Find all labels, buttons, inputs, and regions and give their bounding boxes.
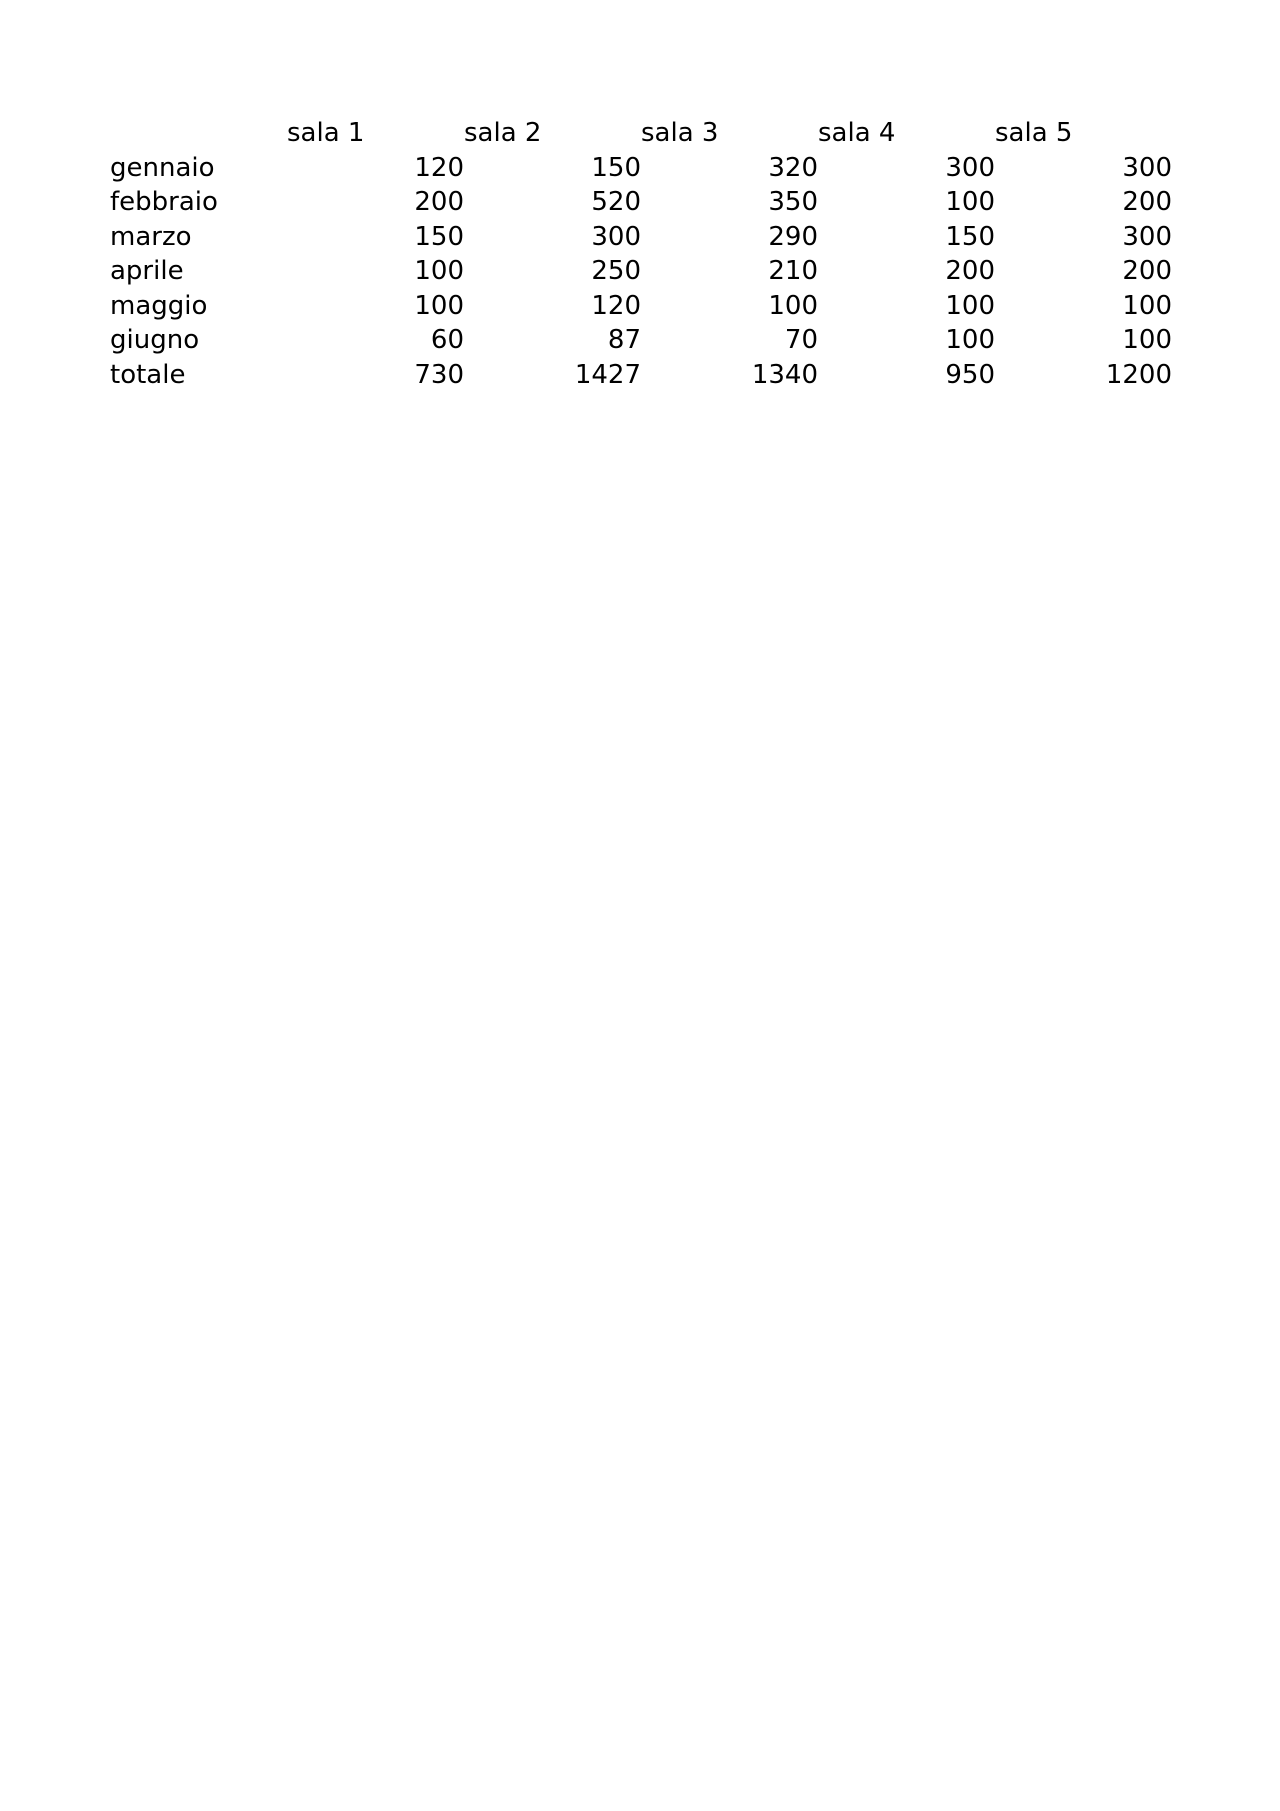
row-label: marzo — [110, 221, 192, 252]
header-cell-sala-4: sala 4 — [818, 118, 896, 149]
table-cell: 300 — [1122, 152, 1172, 183]
table-cell: 150 — [414, 221, 464, 252]
header-cell-sala-3: sala 3 — [641, 118, 719, 149]
table-cell: 100 — [414, 290, 464, 321]
table-cell: 300 — [1122, 221, 1172, 252]
table-row — [110, 151, 1172, 186]
row-label: maggio — [110, 290, 208, 321]
table-cell: 100 — [945, 290, 995, 321]
table-cell: 100 — [768, 290, 818, 321]
table-cell: 200 — [1122, 256, 1172, 287]
totals-row — [110, 358, 1172, 393]
table-row — [110, 289, 1172, 324]
total-cell: 1427 — [574, 359, 641, 390]
table-cell: 60 — [430, 325, 464, 356]
table-cell: 200 — [945, 256, 995, 287]
table-cell: 100 — [945, 325, 995, 356]
table-cell: 320 — [768, 152, 818, 183]
table-cell: 350 — [768, 187, 818, 218]
table-cell: 87 — [607, 325, 641, 356]
table-cell: 100 — [945, 187, 995, 218]
table-cell: 150 — [591, 152, 641, 183]
row-label: aprile — [110, 256, 184, 287]
table-cell: 200 — [1122, 187, 1172, 218]
table-cell: 120 — [414, 152, 464, 183]
row-label: febbraio — [110, 187, 218, 218]
total-cell: 730 — [414, 359, 464, 390]
total-cell: 1340 — [751, 359, 818, 390]
table-cell: 300 — [945, 152, 995, 183]
table-row — [110, 254, 1172, 289]
total-cell: 1200 — [1105, 359, 1172, 390]
table-cell: 100 — [1122, 290, 1172, 321]
header-row — [110, 116, 1172, 151]
table-cell: 300 — [591, 221, 641, 252]
table-cell: 100 — [1122, 325, 1172, 356]
header-cell-sala-5: sala 5 — [995, 118, 1073, 149]
table-cell: 150 — [945, 221, 995, 252]
table-cell: 100 — [414, 256, 464, 287]
table-cell: 210 — [768, 256, 818, 287]
header-cell-sala-2: sala 2 — [464, 118, 542, 149]
row-label: giugno — [110, 325, 200, 356]
header-cell-corner — [110, 116, 287, 151]
total-cell: 950 — [945, 359, 995, 390]
table-cell: 290 — [768, 221, 818, 252]
table-cell: 250 — [591, 256, 641, 287]
table-cell: 120 — [591, 290, 641, 321]
row-label: gennaio — [110, 152, 215, 183]
spreadsheet-table — [110, 116, 1172, 392]
header-cell-sala-1: sala 1 — [287, 118, 365, 149]
table-cell: 70 — [784, 325, 818, 356]
table-cell: 520 — [591, 187, 641, 218]
row-label: totale — [110, 359, 186, 390]
table-cell: 200 — [414, 187, 464, 218]
table-row — [110, 185, 1172, 220]
table-row — [110, 323, 1172, 358]
table-row — [110, 220, 1172, 255]
